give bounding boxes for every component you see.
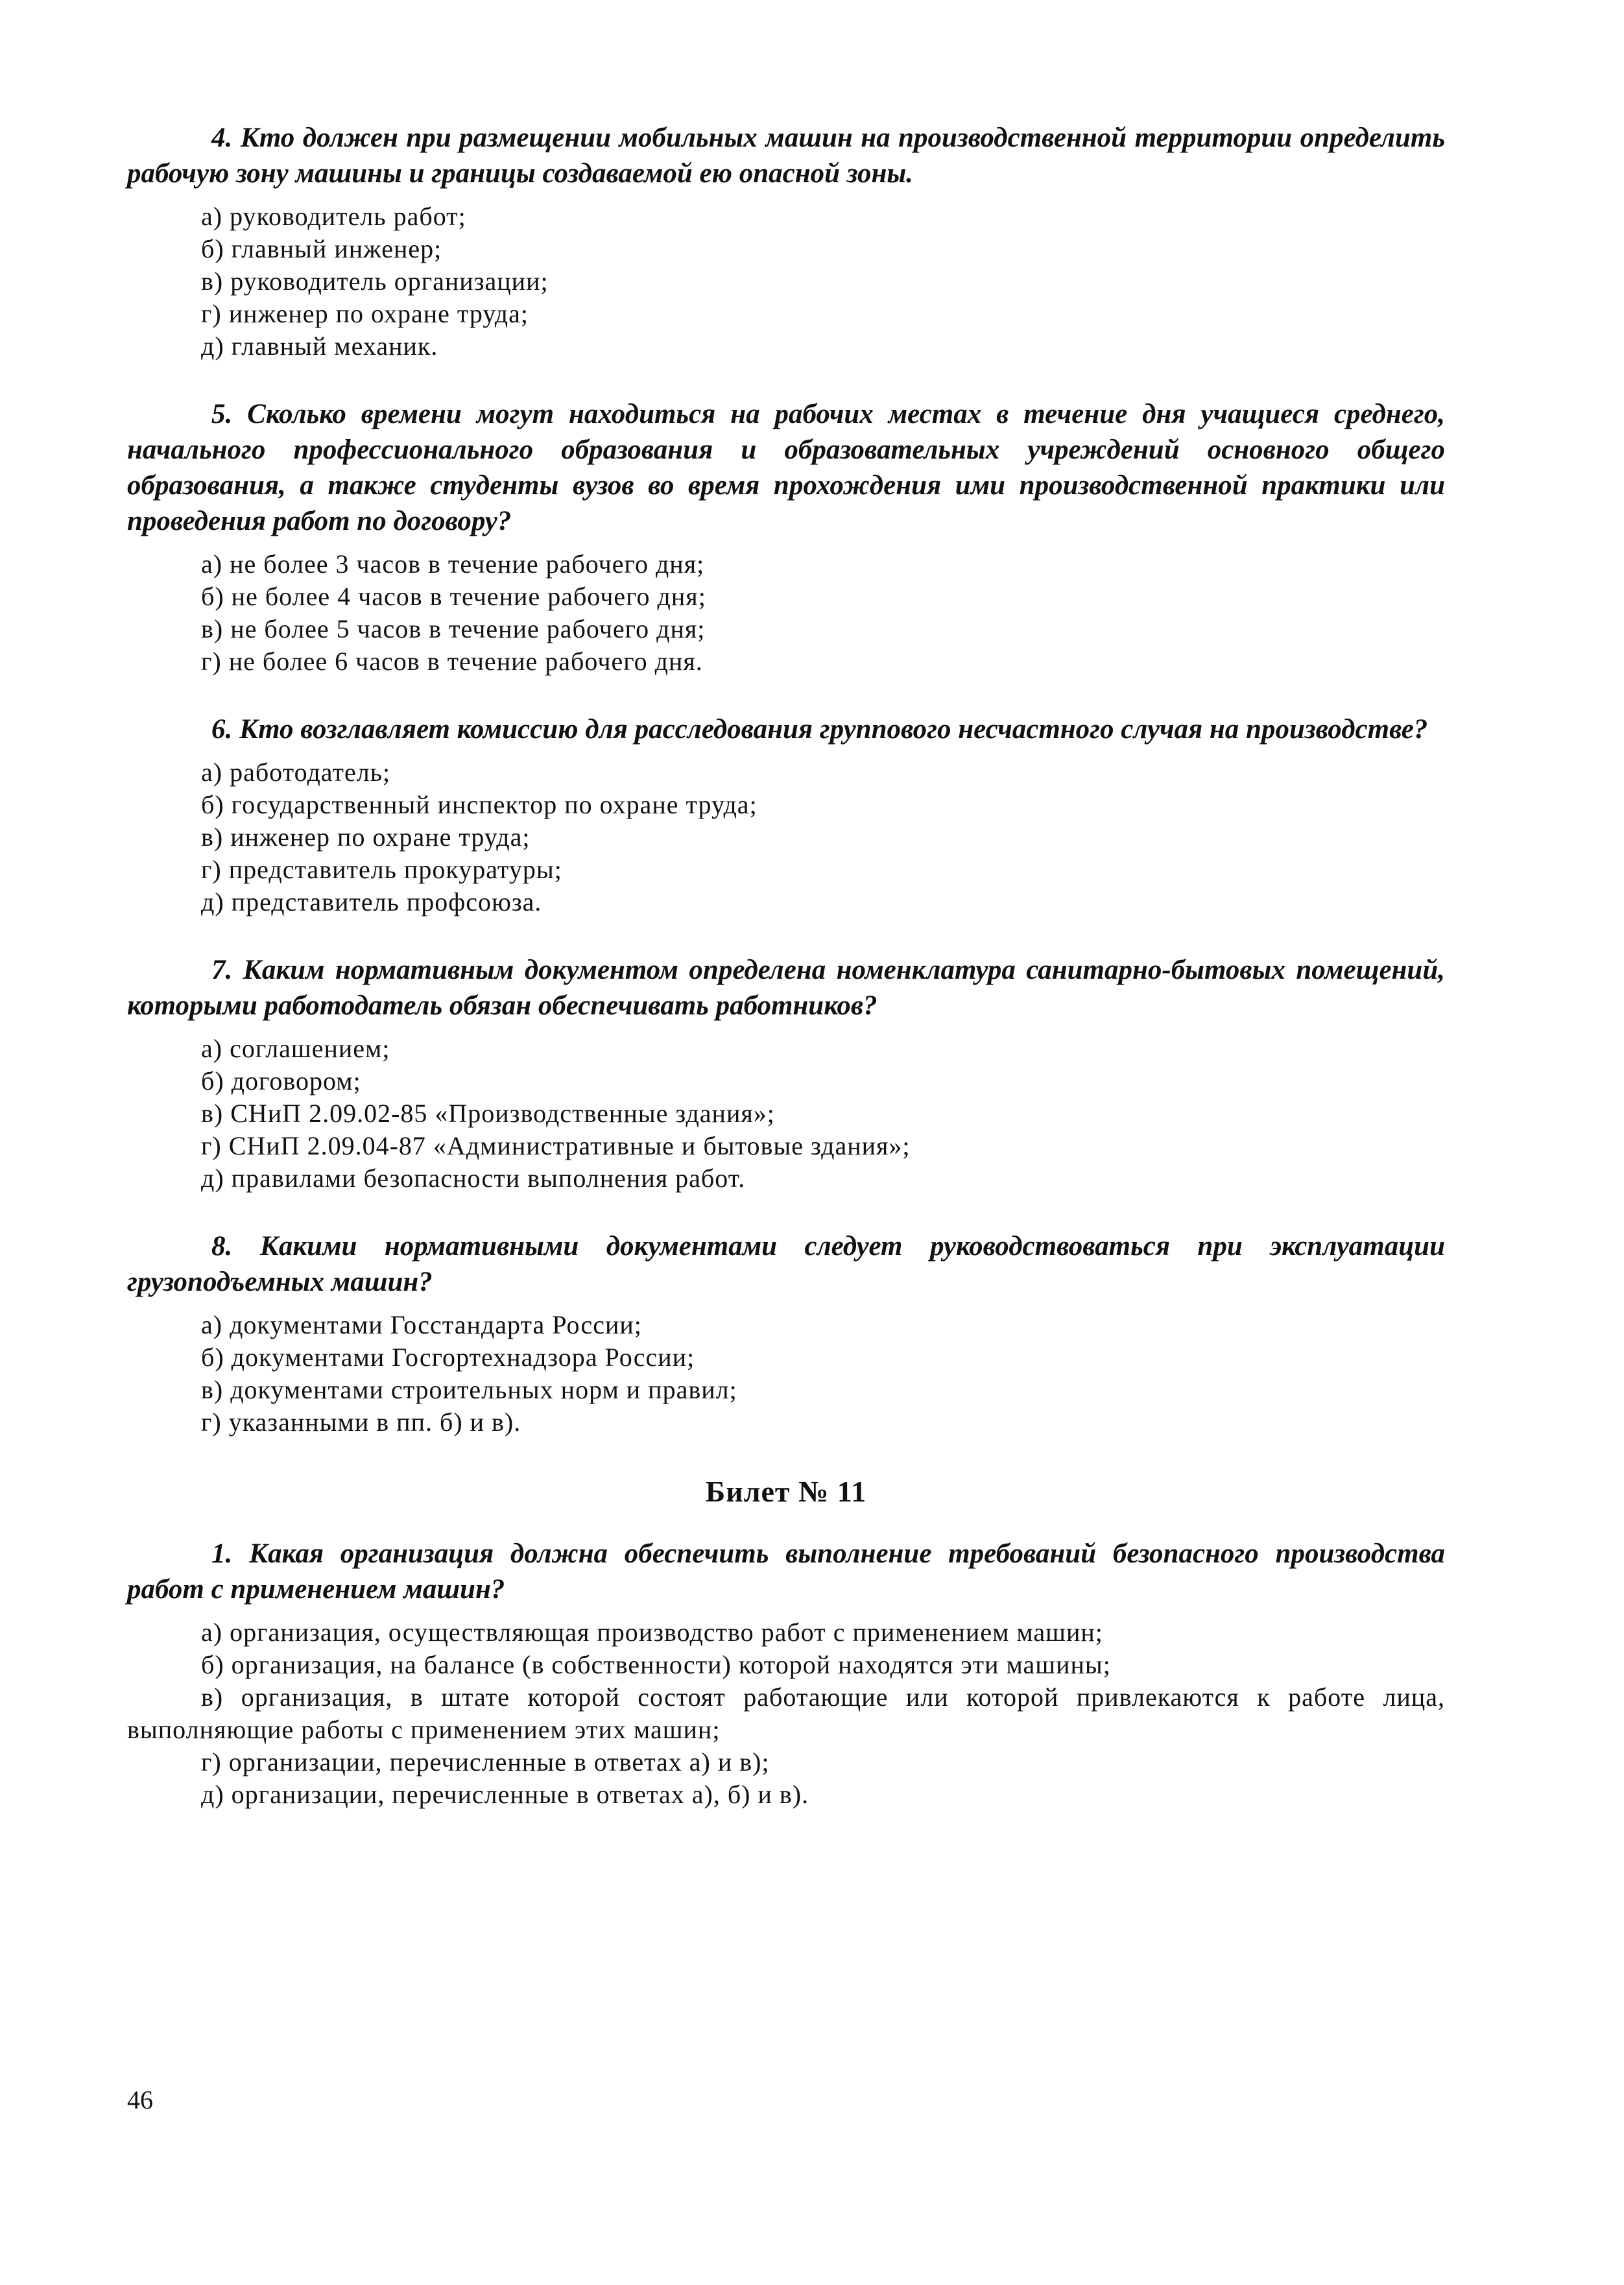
answer-option: а) работодатель; — [201, 758, 391, 787]
question-text: 8. Какими нормативными документами следует руководствоваться при эксплуатации грузоподъемных машин? — [127, 1231, 1445, 1297]
page-number: 46 — [127, 2085, 153, 2114]
answer-option: б) документами Госгортехнадзора России; — [201, 1343, 695, 1372]
answer-option: а) документами Госстандарта России; — [201, 1310, 642, 1339]
answer-option: г) организации, перечисленные в ответах а) и в); — [201, 1747, 770, 1777]
answer-option: в) организация, в штате которой состоят работающие или которой привлекаются к работе лица, выполняющие работы с применением этих машин; — [127, 1682, 1445, 1744]
answer-option: г) указанными в пп. б) и в). — [201, 1407, 521, 1437]
question-block-7 — [127, 952, 1445, 1195]
answer-option: д) организации, перечисленные в ответах а), б) и в). — [201, 1780, 809, 1809]
answer-option: г) представитель прокуратуры; — [201, 855, 562, 884]
answer-option: б) не более 4 часов в течение рабочего дня; — [201, 582, 706, 611]
answer-list — [127, 1033, 1445, 1195]
answer-list — [127, 200, 1445, 363]
question-text: 1. Какая организация должна обеспечить выполнение требований безопасного производства работ с применением машин? — [127, 1538, 1445, 1605]
question-block-4 — [127, 120, 1445, 363]
answer-option: б) государственный инспектор по охране труда; — [201, 790, 758, 819]
answer-option: д) главный механик. — [201, 331, 438, 361]
answer-option: в) не более 5 часов в течение рабочего дня; — [201, 614, 706, 643]
answer-option: д) представитель профсоюза. — [201, 887, 542, 916]
question-block-8 — [127, 1228, 1445, 1439]
answer-option: г) инженер по охране труда; — [201, 299, 529, 328]
answer-option: а) руководитель работ; — [201, 202, 466, 231]
answer-option: а) организация, осуществляющая производство работ с применением машин; — [201, 1618, 1103, 1647]
answer-list — [127, 1616, 1445, 1811]
answer-option: г) не более 6 часов в течение рабочего дня. — [201, 647, 703, 676]
answer-option: в) СНиП 2.09.02-85 «Производственные здания»; — [201, 1099, 775, 1128]
answer-option: б) главный инженер; — [201, 234, 442, 263]
question-text: 5. Сколько времени могут находиться на рабочих местах в течение дня учащиеся среднего, начального профессионального образования и образовательных учреждений основного общего образования, а также студенты вузов во время прохождения ими производственной практики или проведения работ по договору? — [127, 399, 1445, 536]
answer-option: в) документами строительных норм и правил; — [201, 1375, 737, 1404]
answer-option: а) не более 3 часов в течение рабочего дня; — [201, 549, 705, 579]
answer-option: в) руководитель организации; — [201, 267, 549, 296]
answer-option: б) договором; — [201, 1066, 361, 1095]
answer-option: б) организация, на балансе (в собственности) которой находятся эти машины; — [201, 1650, 1111, 1679]
answer-option: д) правилами безопасности выполнения работ. — [201, 1164, 746, 1193]
question-text: 7. Каким нормативным документом определена номенклатура санитарно-бытовых помещений, которыми работодатель обязан обеспечивать работников? — [127, 955, 1445, 1021]
answer-list — [127, 756, 1445, 918]
answer-option: в) инженер по охране труда; — [201, 822, 531, 852]
answer-option: а) соглашением; — [201, 1034, 390, 1063]
answer-list — [127, 1309, 1445, 1439]
answer-list — [127, 548, 1445, 678]
question-text: 4. Кто должен при размещении мобильных машин на производственной территории определить рабочую зону машины и границы создаваемой ею опасной зоны. — [127, 123, 1445, 189]
answer-option: г) СНиП 2.09.04-87 «Административные и бытовые здания»; — [201, 1131, 911, 1160]
question-block-5 — [127, 396, 1445, 678]
page-content — [127, 120, 1445, 1845]
ticket-heading: Билет № 11 — [705, 1475, 867, 1508]
question-block-ticket11-1 — [127, 1536, 1445, 1811]
question-text: 6. Кто возглавляет комиссию для расследования группового несчастного случая на производстве? — [211, 714, 1428, 745]
question-block-6 — [127, 712, 1445, 918]
